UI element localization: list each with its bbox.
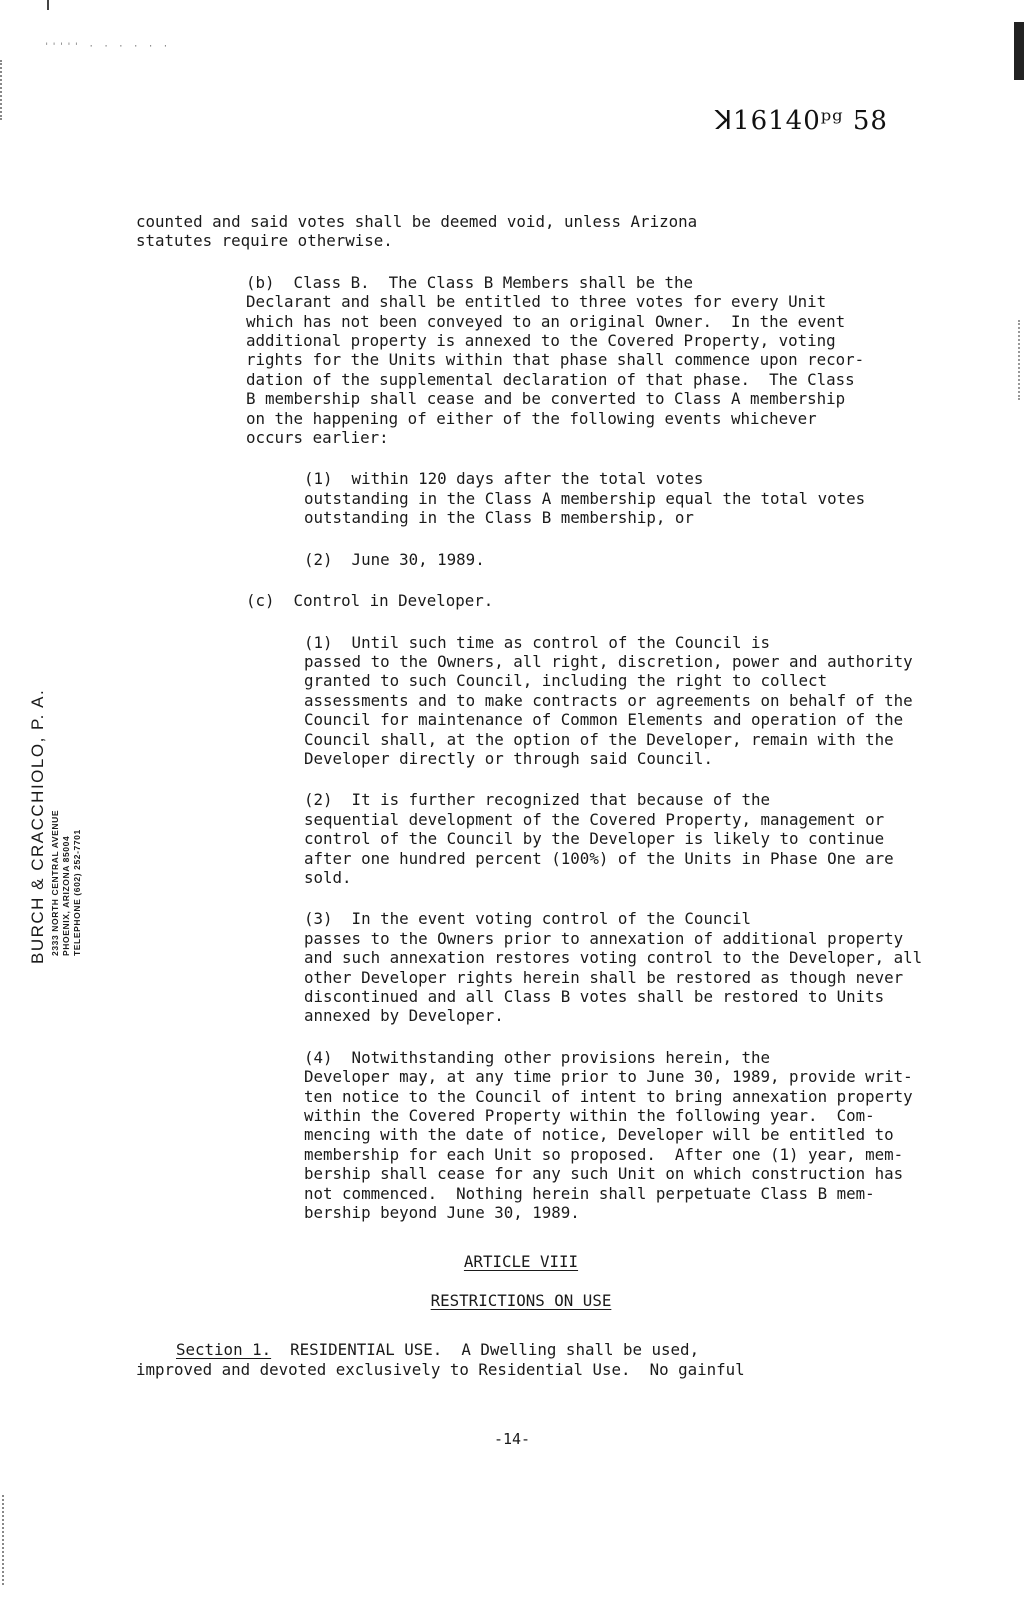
article-title: ARTICLE VIII [463, 1252, 579, 1272]
section-1-first-line [136, 1340, 916, 1359]
paragraph-control-in-developer: (c) Control in Developer. [246, 591, 494, 611]
law-firm-telephone: TELEPHONE (602) 252-7701 [72, 829, 82, 956]
law-firm-name: BURCH & CRACCHIOLO, P. A. [28, 688, 47, 964]
paragraph-control-2: (2) It is further recognized that because of the sequential development of the Covered Property, management or control of the Council by the Developer is likely to continue after one hundred percent (100%) of the Units in Phase One are sold. [304, 790, 894, 887]
scan-edge-bar [1014, 22, 1024, 80]
paragraph-continuation: counted and said votes shall be deemed void, unless Arizona statutes require otherwise. [136, 212, 698, 251]
paragraph-class-b-1: (1) within 120 days after the total votes outstanding in the Class A membership equal the total votes outstanding in the Class B membership, or [304, 469, 866, 528]
law-firm-address: 2333 NORTH CENTRAL AVENUE [50, 809, 60, 956]
paragraph-class-b: (b) Class B. The Class B Members shall be the Declarant and shall be entitled to three votes for every Unit which has not been conveyed to an original Owner. In the event additional property is annexed to the Covered Property, voting rights for the Units within that phase shall commence upon recor- dation of the supplemental declaration of that phase. The Class B membership shall cease and be converted to Class A membership on the happening of either of the following events whichever occurs earlier: [246, 272, 865, 448]
article-subtitle: RESTRICTIONS ON USE [430, 1291, 612, 1311]
paragraph-control-3: (3) In the event voting control of the Council passes to the Owners prior to annexation of additional property and such annexation restores voting control to the Developer, all other Developer rights herein shall be restored as though never discontinued and all Class B votes shall be restored to Units annexed by Developer. [304, 909, 923, 1026]
scan-left-edge [0, 60, 9, 120]
scan-right-edge [1015, 320, 1020, 400]
recording-number: ꓘ16140ᵖᵍ 58 [715, 106, 888, 136]
page-number: -14- [493, 1430, 531, 1448]
scan-tick-mark [47, 0, 49, 10]
law-firm-stamp [26, 680, 126, 970]
paragraph-class-b-2: (2) June 30, 1989. [304, 549, 485, 569]
scan-bottom-edge [2, 1495, 8, 1585]
section-1-label: Section 1. [176, 1340, 272, 1360]
section-1-second-line: improved and devoted exclusively to Residential Use. No gainful [136, 1359, 745, 1379]
law-firm-city: PHOENIX, ARIZONA 85004 [61, 835, 71, 956]
paragraph-control-4: (4) Notwithstanding other provisions herein, the Developer may, at any time prior to June 30, 1989, provide writ- ten notice to the Council of intent to bring annexation property within the Covered Property within the following year. Com- mencing with the date of notice, Developer will be entitled to membership for each Unit so proposed. After one (1) year, mem- bership shall cease for any such Unit on which construction has not commenced. Nothing herein shall perpetuate Class B mem- bership beyond June 30, 1989. [304, 1047, 913, 1223]
scan-artifact-text: ''''' · · · · · · [44, 42, 171, 52]
paragraph-control-1: (1) Until such time as control of the Council is passed to the Owners, all right, discretion, power and authority granted to such Council, including the right to collect assessments and to make contracts or agreements on behalf of the Council for maintenance of Common Elements and operation of the Council shall, at the option of the Developer, remain with the Developer directly or through said Council. [304, 632, 913, 768]
document-body [136, 212, 923, 1379]
section-1-heading-text: RESIDENTIAL USE. A Dwelling shall be used, [271, 1340, 700, 1360]
